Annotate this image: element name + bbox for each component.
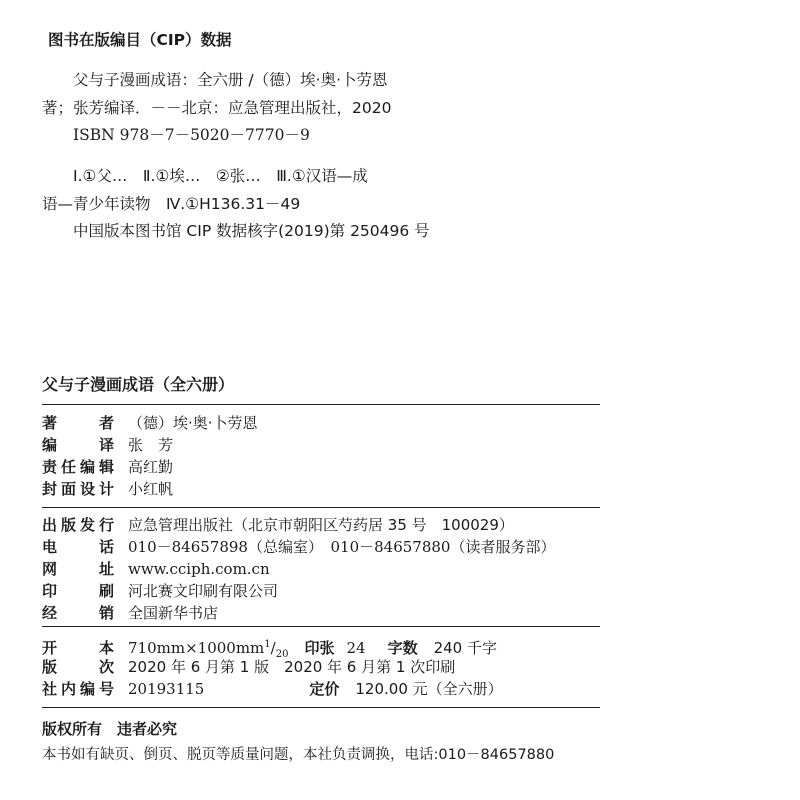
credit-value: 张 芳 [128,436,174,454]
spec-sheets-value: 24 [346,639,366,657]
spec-code-value: 20193115 [128,680,205,698]
cip-class-line-2: 语—青少年读物 Ⅳ.①H136.31－49 [42,195,301,213]
credit-row-author [42,412,642,434]
publisher-label: 印刷 [42,582,114,600]
cip-classification [42,162,472,218]
spec-price-value: 120.00 元（全六册） [355,680,503,698]
cip-data-block [42,28,472,244]
spec-label: 字数 [387,639,418,657]
cip-class-line-1: Ⅰ.①父… Ⅱ.①埃… ②张… Ⅲ.①汉语—成 [73,167,368,185]
publisher-value: 全国新华书店 [128,604,219,622]
spec-label: 版次 [42,658,114,676]
spec-label: 社内编号 [42,680,114,698]
spec-words-value: 240 千字 [433,639,497,657]
publisher-row-website [42,558,642,580]
publisher-row-issuer [42,514,642,536]
credit-value: 高红勤 [128,458,174,476]
divider-2 [42,507,600,508]
cip-isbn: ISBN 978－7－5020－7770－9 [73,126,310,144]
publisher-label: 经销 [42,604,114,622]
credit-row-editor [42,456,642,478]
divider-1 [42,404,600,405]
cip-heading: 图书在版编目（CIP）数据 [48,31,232,49]
publisher-value: 应急管理出版社（北京市朝阳区芍药居 35 号 100029） [128,516,514,534]
publisher-value: 河北赛文印刷有限公司 [128,582,279,600]
divider-4 [42,707,600,708]
publisher-label: 出版发行 [42,516,114,534]
credit-row-cover-design [42,478,642,500]
spec-label: 印张 [304,639,335,657]
footer-block [42,716,642,768]
spec-row-edition [42,656,642,678]
publisher-row-distributor [42,602,642,624]
publisher-row-printer [42,580,642,602]
quality-notice: 本书如有缺页、倒页、脱页等质量问题，本社负责调换，电话:010－84657880 [42,747,555,763]
credit-label: 封面设计 [42,480,114,498]
publisher-row-phone [42,536,642,558]
credit-label: 编译 [42,436,114,454]
credits-block [42,412,642,500]
publisher-block [42,514,642,624]
credit-label: 责任编辑 [42,458,114,476]
cip-entry-line-2: 著；张芳编译．－－北京：应急管理出版社，2020 [42,99,392,117]
cip-record-number: 中国版本图书馆 CIP 数据核字(2019)第 250496 号 [73,222,430,240]
publisher-value: 010－84657898（总编室） 010－84657880（读者服务部） [128,538,556,556]
spec-label: 开本 [42,639,114,657]
credit-row-translator [42,434,642,456]
publisher-label: 网址 [42,560,114,578]
spec-row-code-price [42,678,642,700]
spec-edition-value: 2020 年 6 月第 1 版 2020 年 6 月第 1 次印刷 [128,658,456,676]
format-fraction-numerator: 1 [264,639,271,650]
book-title: 父与子漫画成语（全六册） [42,375,235,394]
credit-label: 著者 [42,414,114,432]
specs-block [42,634,642,700]
cip-entry-line-1: 父与子漫画成语：全六册 /（德）埃·奥·卜劳恩 [73,71,388,89]
spec-label: 定价 [309,680,340,698]
divider-3 [42,626,600,627]
spec-row-format [42,634,642,660]
publisher-label: 电话 [42,538,114,556]
credit-value: （德）埃·奥·卜劳恩 [128,414,258,432]
cip-catalog-entry [42,66,472,122]
credit-value: 小红帆 [128,480,174,498]
format-fraction-denominator: 20 [275,649,289,660]
spec-format-value: $710mm\times 1000mm^1/_{20}$ [128,639,289,660]
format-size: 710mm×1000mm [128,639,265,657]
rights-notice: 版权所有 违者必究 [42,720,178,738]
publisher-value: www.cciph.com.cn [128,560,270,578]
